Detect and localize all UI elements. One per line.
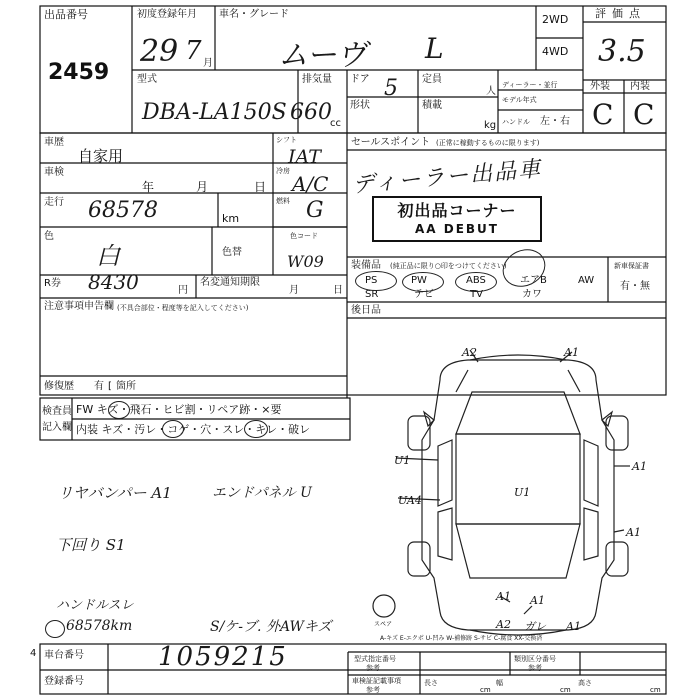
note-end-panel: エンドパネル U xyxy=(212,485,312,501)
note-mileage: 68578km xyxy=(66,618,133,634)
aircon-value: A/C xyxy=(292,172,329,196)
first-reg-label: 初度登録年月 xyxy=(137,9,197,20)
badge-line-2: AA DEBUT xyxy=(415,222,499,236)
shape-label: 形状 xyxy=(350,100,370,111)
note-cable: S/ケ-ブ. 外AWキズ xyxy=(210,619,332,635)
mark-right-rear-a1: A1 xyxy=(626,526,641,539)
chassis-type: DBA-LA150S xyxy=(142,100,287,125)
reg-month: 7 xyxy=(185,36,202,66)
mark-bumper-a1: A1 xyxy=(566,620,581,633)
name-change-day-unit: 日 xyxy=(333,285,343,296)
width-label: 幅 xyxy=(496,679,503,687)
exterior-label: 外装 xyxy=(590,81,610,92)
record-label: 記入欄 xyxy=(42,422,72,433)
equip-tv: TV xyxy=(470,289,483,300)
height-cm: cm xyxy=(650,686,661,694)
name-change-label: 名変通知期限 xyxy=(200,277,260,288)
mark-front-a1: A1 xyxy=(564,346,579,359)
cc-unit: cc xyxy=(330,118,341,129)
mark-bumper-gare: ガレ xyxy=(524,620,546,633)
capacity-unit: 人 xyxy=(486,86,496,97)
mark-bumper-a2: A2 xyxy=(496,618,511,631)
repair-bracket: [ xyxy=(108,381,112,392)
shift-value: IAT xyxy=(288,146,321,168)
aircon-label: 冷房 xyxy=(276,167,290,175)
equip-tv-navi: テビ xyxy=(414,289,434,300)
note-handle: ハンドルスレ xyxy=(56,598,134,613)
grade: L xyxy=(425,32,444,65)
category-label: 類別区分番号 xyxy=(514,655,556,663)
dims-label: 車検証記載事項 xyxy=(352,677,401,685)
mark-rear-a1-b: A1 xyxy=(530,594,545,607)
type-spec-ref: 参考 xyxy=(366,664,380,672)
mark-right-a1: A1 xyxy=(632,460,647,473)
model-name: ムーヴ xyxy=(278,38,367,73)
repair-value: 有 xyxy=(94,381,104,392)
reg-year: 29 xyxy=(140,34,179,69)
note-margin: 4 xyxy=(30,648,37,659)
color-code-label: 色コード xyxy=(290,232,318,240)
sales-point-label: セールスポイント xyxy=(351,137,431,148)
equip-abs: ABS xyxy=(466,275,486,286)
sales-handwritten: ディーラー出品車 xyxy=(351,156,544,199)
yen-unit: 円 xyxy=(178,285,188,296)
color-change-label: 色替 xyxy=(222,247,242,258)
inspection-year-unit: 年 xyxy=(142,180,155,194)
color-label: 色 xyxy=(44,231,54,242)
equipment-sub: (純正品に限り○印をつけてください) xyxy=(390,262,507,270)
chassis-no-value: 1059215 xyxy=(158,642,288,672)
fuel-label: 燃料 xyxy=(276,197,290,205)
lot-number: 2459 xyxy=(48,60,110,85)
model-year-label: モデル年式 xyxy=(502,96,537,104)
drive-4wd: 4WD xyxy=(542,45,569,58)
note-rear-bumper: リヤバンパー A1 xyxy=(58,484,172,502)
warranty-label: 新車保証書 xyxy=(614,262,649,270)
model-name-label: 車名・グレード xyxy=(219,9,289,20)
color-value: 白 xyxy=(96,242,120,270)
notes-label: 注意事項申告欄 xyxy=(44,301,114,312)
reg-no-label: 登録番号 xyxy=(44,676,84,687)
displacement-label: 排気量 xyxy=(302,74,332,85)
month-unit: 月 xyxy=(203,58,213,69)
chassis-no-label: 車台番号 xyxy=(44,650,84,661)
type-label: 型式 xyxy=(137,74,157,85)
notes-sub: (不具合部位・程度等を記入してください) xyxy=(117,304,249,312)
interior-grade: C xyxy=(633,98,655,131)
dealer-label: ディーラー・並行 xyxy=(502,81,558,89)
history-label: 車歴 xyxy=(44,137,64,148)
equipment-label: 装備品 xyxy=(351,260,381,271)
mark-front-a2: A2 xyxy=(462,346,477,359)
capacity-label: 定員 xyxy=(422,74,442,85)
length-cm: cm xyxy=(480,686,491,694)
equip-airbag: エアB xyxy=(520,275,547,286)
r-value: 8430 xyxy=(88,270,139,294)
sales-point-sub: (正常に稼動するものに限ります) xyxy=(436,139,540,147)
score-label: 評価点 xyxy=(595,7,646,20)
mark-left-ua4: UA4 xyxy=(398,494,422,507)
mileage-value: 68578 xyxy=(88,198,158,223)
inspection-label: 車検 xyxy=(44,167,64,178)
badge-line-1: 初出品コーナー xyxy=(397,201,517,220)
length-label: 長さ xyxy=(424,679,438,687)
inspection-month-unit: 月 xyxy=(196,180,209,194)
spare-label: スペア xyxy=(374,621,393,628)
interior-row: 内装 キズ・汚レ・コゲ・穴・スレ・キレ・破レ xyxy=(76,423,311,436)
width-cm: cm xyxy=(560,686,571,694)
name-change-month-unit: 月 xyxy=(289,285,299,296)
interior-label: 内装 xyxy=(630,81,650,92)
fw-row: FW キズ・飛石・ヒビ割・リペア跡・×要 xyxy=(76,403,282,416)
inspector-label: 検査員 xyxy=(42,406,72,417)
type-spec-label: 型式指定番号 xyxy=(354,655,396,663)
equip-pw: PW xyxy=(411,275,427,286)
category-ref: 参考 xyxy=(528,664,542,672)
fuel-value: G xyxy=(306,198,324,223)
score-value: 3.5 xyxy=(598,34,646,69)
mark-rear-a1: A1 xyxy=(496,590,511,603)
equip-sr: SR xyxy=(365,289,379,300)
equip-leather: カワ xyxy=(522,289,542,300)
handle-label: ハンドル xyxy=(502,118,530,126)
handle-value: 左・右 xyxy=(540,116,570,127)
exterior-grade: C xyxy=(592,98,614,131)
repair-unit: 箇所 xyxy=(116,381,136,392)
color-code-value: W09 xyxy=(287,252,324,271)
lot-no-label: 出品番号 xyxy=(44,8,88,21)
mark-left-u1: U1 xyxy=(394,454,411,467)
equip-ps: PS xyxy=(365,275,378,286)
displacement: 660 xyxy=(290,100,332,125)
equip-aw: AW xyxy=(578,275,595,286)
damage-legend: A-キズ E-エクボ U-凹み W-補修跡 S-サビ C-腐食 XX-交換済 xyxy=(380,635,543,642)
repair-label: 修復歴 xyxy=(44,381,74,392)
inspection-day-unit: 日 xyxy=(254,180,267,194)
shift-label: シフト xyxy=(276,136,297,144)
doors-label: ドア xyxy=(350,74,370,85)
mileage-label: 走行 xyxy=(44,197,64,208)
km-unit: km xyxy=(222,212,240,225)
doors: 5 xyxy=(384,76,398,101)
height-label: 高さ xyxy=(578,679,592,687)
dims-ref: 参考 xyxy=(366,686,380,694)
load-label: 積載 xyxy=(422,100,442,111)
note-underbody: 下回り S1 xyxy=(56,536,126,554)
drive-2wd: 2WD xyxy=(542,13,569,26)
kg-unit: kg xyxy=(484,120,497,131)
after-items-label: 後日品 xyxy=(351,305,381,316)
history-value: 自家用 xyxy=(78,147,124,165)
mark-roof-u1: U1 xyxy=(514,486,531,499)
warranty-value: 有・無 xyxy=(620,281,650,292)
r-label: R券 xyxy=(44,278,61,289)
